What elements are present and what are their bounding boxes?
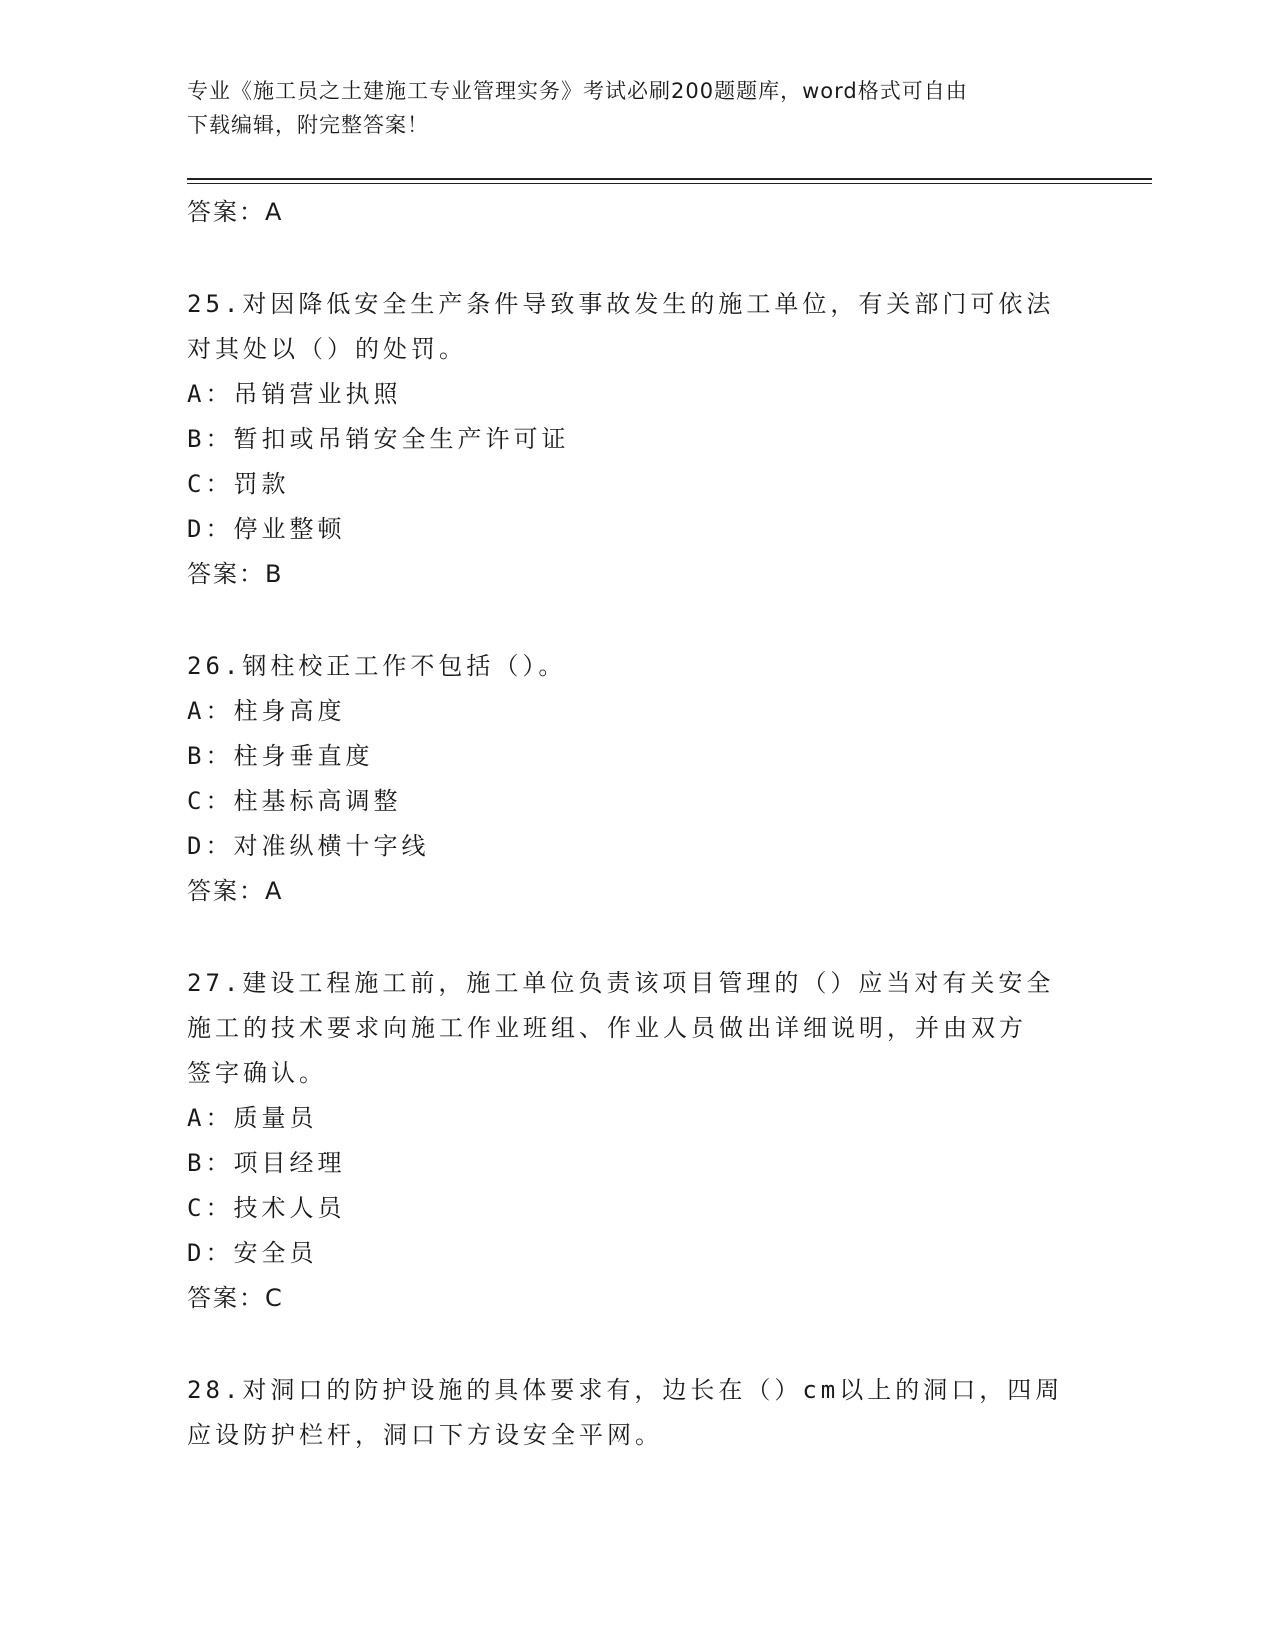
option-c: C：柱基标高调整 [187,787,402,815]
page-header [187,74,1067,142]
question-stem [187,282,1087,372]
spacer [187,1321,1087,1368]
option-a: A：吊销营业执照 [187,380,402,408]
answer: 答案：A [187,877,284,905]
option-d: D：对准纵横十字线 [187,832,430,860]
question-block [187,644,1087,914]
stem-line: 应设防护栏杆，洞口下方设安全平网。 [187,1421,663,1449]
option-a: A：柱身高度 [187,697,346,725]
header-divider [187,178,1152,180]
stem-line: 25.对因降低安全生产条件导致事故发生的施工单位，有关部门可依法 [187,290,1055,318]
option-b: B：暂扣或吊销安全生产许可证 [187,425,570,453]
option-a: A：质量员 [187,1104,318,1132]
stem-line: 26.钢柱校正工作不包括（）。 [187,652,567,680]
previous-answer: 答案：A [187,198,284,226]
stem-line: 28.对洞口的防护设施的具体要求有，边长在（）cm以上的洞口，四周 [187,1376,1064,1404]
option-c: C：罚款 [187,470,290,498]
answer: 答案：B [187,560,284,588]
stem-line: 签字确认。 [187,1059,327,1087]
stem-line: 27.建设工程施工前，施工单位负责该项目管理的（）应当对有关安全 [187,969,1055,997]
option-b: B：项目经理 [187,1149,346,1177]
question-stem [187,961,1087,1096]
spacer [187,597,1087,644]
question-stem [187,644,1087,689]
spacer [187,235,1087,282]
header-line-1: 专业《施工员之土建施工专业管理实务》考试必刷200题题库，word格式可自由 [187,79,968,103]
header-divider-thin [187,183,1152,184]
question-list [187,190,1087,1458]
option-b: B：柱身垂直度 [187,742,374,770]
answer: 答案：C [187,1284,284,1312]
option-c: C：技术人员 [187,1194,346,1222]
stem-line: 施工的技术要求向施工作业班组、作业人员做出详细说明，并由双方 [187,1014,1027,1042]
option-d: D：安全员 [187,1239,318,1267]
question-block [187,1368,1087,1458]
spacer [187,914,1087,961]
option-d: D：停业整顿 [187,515,346,543]
stem-line: 对其处以（）的处罚。 [187,335,467,363]
question-stem [187,1368,1087,1458]
header-line-2: 下载编辑，附完整答案！ [187,113,429,137]
question-block [187,961,1087,1321]
question-block [187,282,1087,597]
